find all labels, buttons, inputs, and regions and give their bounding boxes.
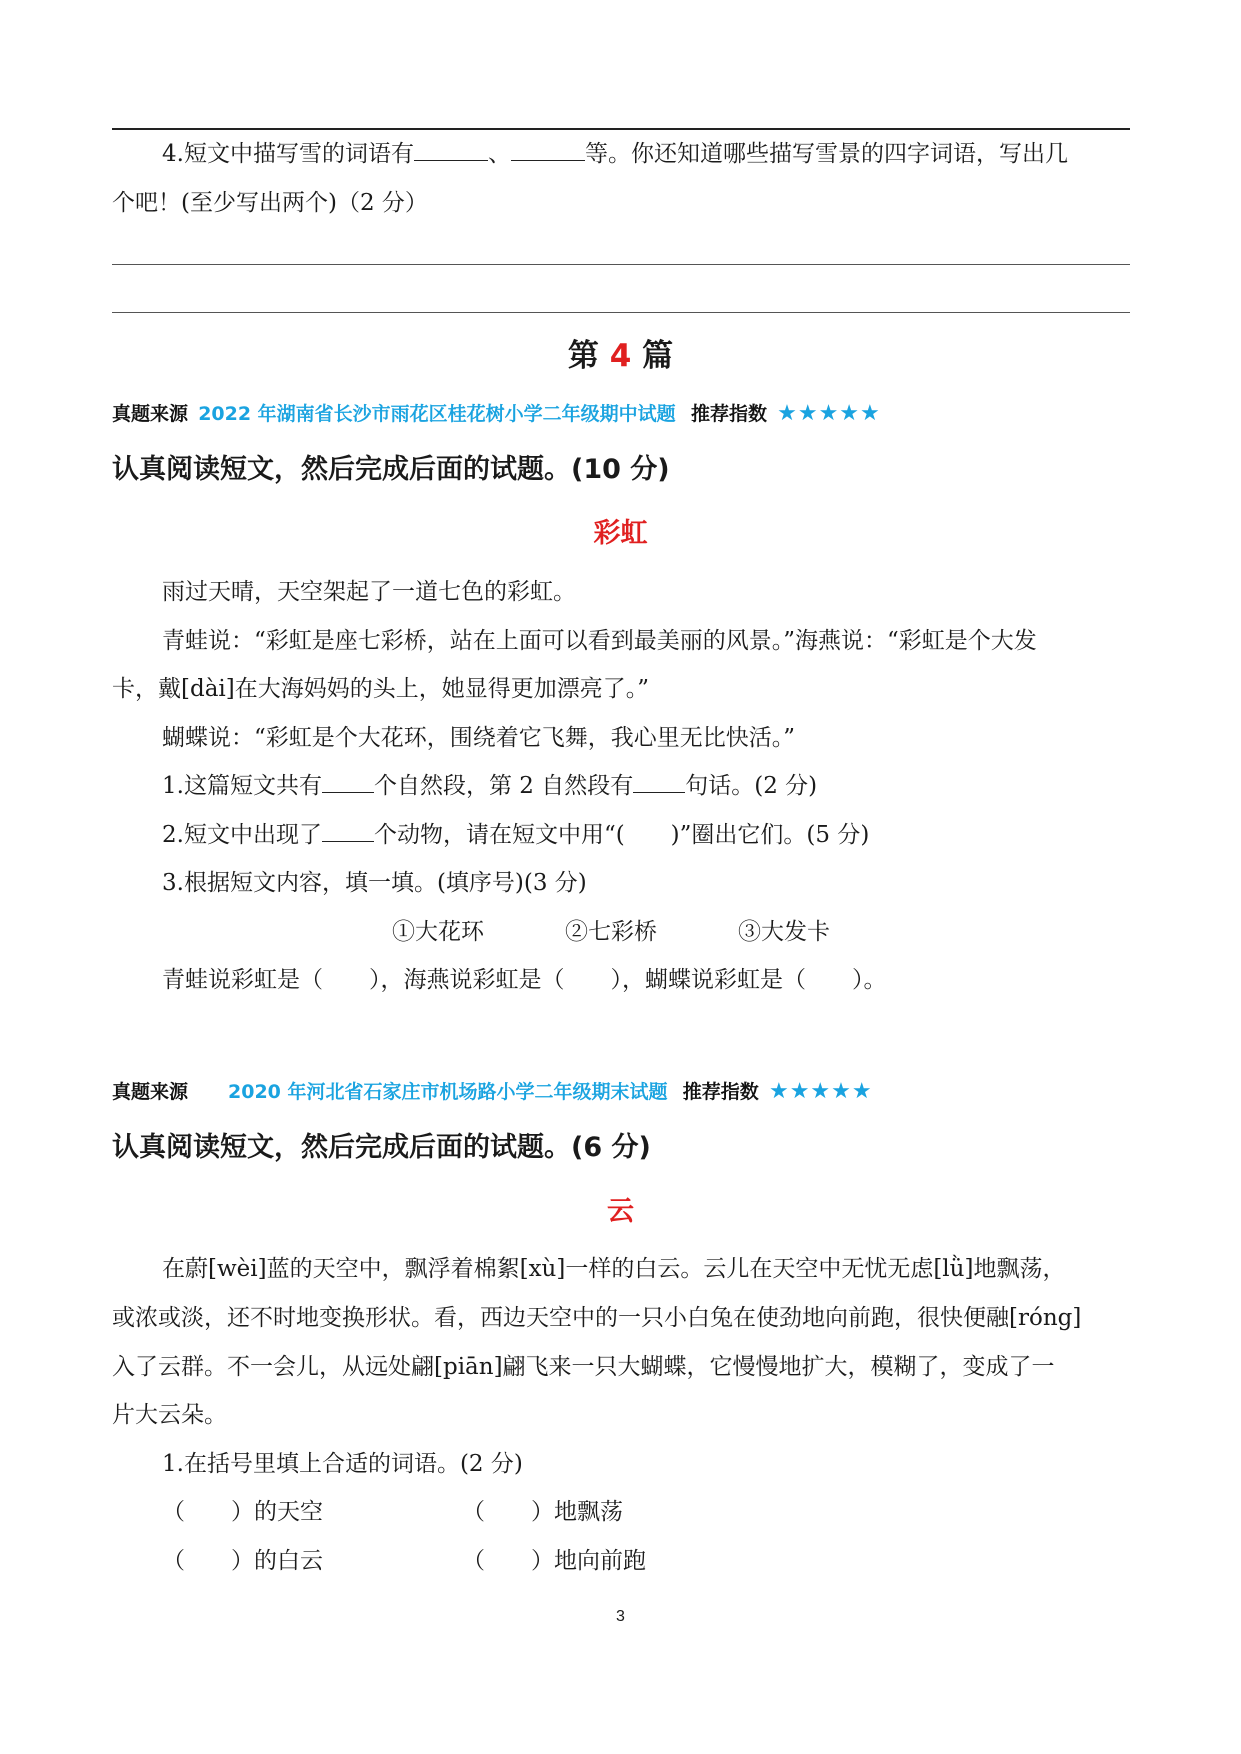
story2-line-2: 或浓或淡，还不时地变换形状。看，西边天空中的一只小白兔在使劲地向前跑，很快便融[róng] [112,1305,1082,1331]
story2-question-1: 1.在括号里填上合适的词语。(2 分) [162,1451,523,1477]
answer-line[interactable] [112,264,1130,265]
source-line-2: 真题来源 2020 年河北省石家庄市机场路小学二年级期末试题 推荐指数 ★★★★★ [112,1079,873,1104]
story1-question-1: 1.这篇短文共有 个自然段，第 2 自然段有 句话。(2 分) [162,762,817,811]
story1-paragraph-1: 雨过天晴，天空架起了一道七色的彩虹。 [162,579,576,605]
story2-line-1: 在蔚[wèi]蓝的天空中，飘浮着棉絮[xù]一样的白云。云儿在天空中无忧无虑[lǜ]地飘荡， [162,1256,1066,1282]
story1-question-3: 3.根据短文内容，填一填。(填序号)(3 分) [162,870,587,896]
option-3: ③大发卡 [738,919,830,945]
fill-item: （ ）的天空 [162,1499,323,1525]
answer-line[interactable] [112,312,1130,313]
section-title: 第 4 篇 [567,338,674,374]
answer-blank[interactable] [511,138,585,161]
question-4-line1: 4.短文中描写雪的词语有 、 等。你还知道哪些描写雪景的四字词语，写出几 [162,130,1068,179]
story-title-rainbow: 彩虹 [593,518,648,549]
fill-item: （ ）地向前跑 [462,1548,646,1574]
answer-blank[interactable] [633,770,685,793]
story1-question-2: 2.短文中出现了 个动物，请在短文中用“( )”圈出它们。(5 分) [162,811,869,860]
answer-blank[interactable] [322,770,374,793]
rating-stars: ★★★★★ [768,1079,873,1104]
instruction-2: 认真阅读短文，然后完成后面的试题。(6 分) [112,1132,651,1163]
story1-paragraph-2-line2: 卡，戴[dài]在大海妈妈的头上，她显得更加漂亮了。” [112,676,649,702]
question-4-line2: 个吧！(至少写出两个)（2 分） [112,190,428,216]
story2-line-4: 片大云朵。 [112,1402,227,1428]
story1-paragraph-3: 蝴蝶说：“彩虹是个大花环，围绕着它飞舞，我心里无比快活。” [162,725,796,751]
source-line-1: 真题来源 2022 年湖南省长沙市雨花区桂花树小学二年级期中试题 推荐指数 ★★★★★ [112,401,881,426]
answer-blank[interactable] [322,819,374,842]
story1-paragraph-2-line1: 青蛙说：“彩虹是座七彩桥，站在上面可以看到最美丽的风景。”海燕说：“彩虹是个大发 [162,628,1037,654]
option-2: ②七彩桥 [565,919,657,945]
story2-line-3: 入了云群。不一会儿，从远处翩[piān]翩飞来一只大蝴蝶，它慢慢地扩大，模糊了，变成了一 [112,1354,1055,1380]
instruction-1: 认真阅读短文，然后完成后面的试题。(10 分) [112,454,670,485]
story-title-cloud: 云 [607,1196,634,1227]
option-1: ①大花环 [392,919,484,945]
rating-stars: ★★★★★ [777,401,881,426]
fill-item: （ ）的白云 [162,1548,323,1574]
story1-fill-sentence: 青蛙说彩虹是（ ），海燕说彩虹是（ ），蝴蝶说彩虹是（ ）。 [162,967,887,993]
fill-item: （ ）地飘荡 [462,1499,623,1525]
answer-blank[interactable] [414,138,488,161]
page-number: 3 [616,1608,625,1625]
